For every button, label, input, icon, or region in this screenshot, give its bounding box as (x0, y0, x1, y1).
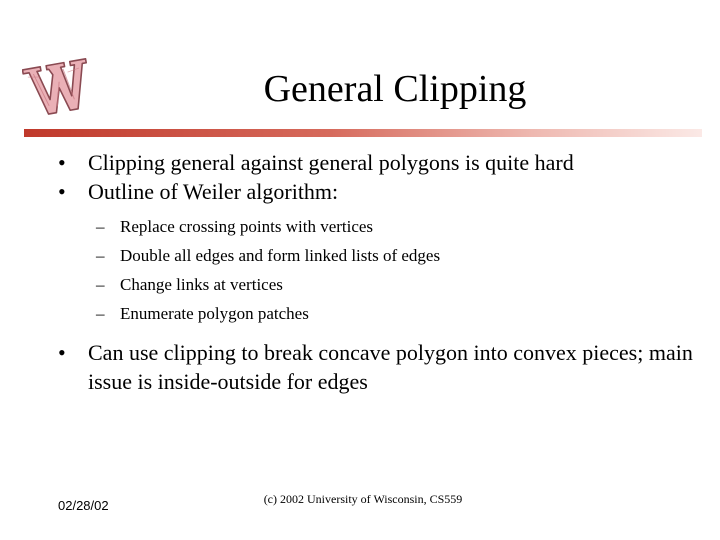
sub-bullet-item (58, 270, 698, 299)
bullet-dot: • (58, 179, 66, 204)
sub-bullet-dash: – (96, 304, 105, 323)
sub-bullet-text: Replace crossing points with vertices (120, 217, 374, 236)
title-underline (24, 129, 702, 137)
footer-copyright: (c) 2002 University of Wisconsin, CS559 (263, 492, 463, 506)
sub-bullet-dash: – (96, 275, 105, 294)
bullet-text: Can use clipping to break concave polygon into convex pieces; main issue is inside-outside for edges (88, 340, 693, 394)
bullet-item (58, 177, 698, 206)
sub-bullet-item (58, 299, 698, 328)
bullet-text: Outline of Weiler algorithm: (88, 179, 339, 204)
sub-bullet-dash: – (96, 246, 105, 265)
sub-bullet-text: Change links at vertices (120, 275, 283, 294)
bullet-text: Clipping general against general polygons is quite hard (88, 150, 574, 175)
bullet-list (58, 148, 698, 396)
sub-bullet-dash: – (96, 217, 105, 236)
bullet-dot: • (58, 150, 66, 175)
slide-title: General Clipping (263, 68, 527, 110)
bullet-item (58, 148, 698, 177)
sub-bullet-item (58, 241, 698, 270)
sub-bullet-list (58, 212, 698, 328)
sub-bullet-text: Enumerate polygon patches (120, 304, 309, 323)
sub-bullet-item (58, 212, 698, 241)
bullet-item (58, 338, 698, 396)
university-w-logo-icon (22, 52, 94, 122)
footer-date: 02/28/02 (58, 498, 109, 513)
bullet-dot: • (58, 340, 66, 365)
sub-bullet-text: Double all edges and form linked lists of edges (120, 246, 441, 265)
